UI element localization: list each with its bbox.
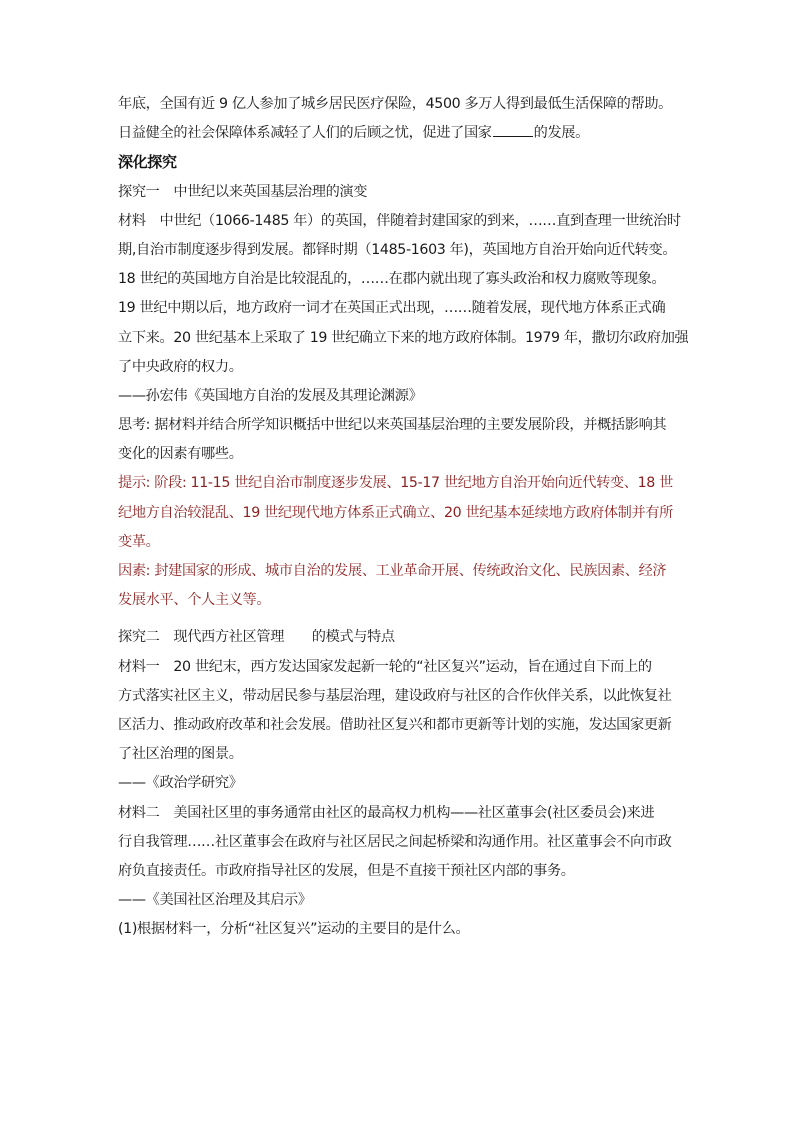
inquiry2-material2-line: 行自我管理……社区董事会在政府与社区居民之间起桥梁和沟通作用。社区董事会不向市政	[118, 833, 672, 850]
hint-factor-line: 发展水平、个人主义等。	[118, 592, 271, 609]
inquiry1-question-line: 变化的因素有哪些。	[118, 446, 243, 463]
inquiry1-title: 探究一 中世纪以来英国基层治理的演变	[118, 183, 368, 200]
intro-line-1: 年底，全国有近 9 亿人参加了城乡居民医疗保险，4500 多万人得到最低生活保障的帮助。	[118, 96, 673, 112]
paragraph-gap	[118, 615, 680, 623]
inquiry1-material-line: 立下来。20 世纪基本上采取了 19 世纪确立下来的地方政府体制。1979 年，撒切尔政府加强	[118, 329, 689, 346]
inquiry2-material2-line: 材料二 美国社区里的事务通常由社区的最高权力机构——社区董事会(社区委员会)来进	[118, 804, 655, 821]
inquiry2-material1-line: 区活力、推动政府改革和社会发展。借助社区复兴和都市更新等计划的实施，发达国家更新	[118, 716, 672, 733]
hint-stage-line: 变革。	[118, 533, 160, 550]
inquiry2-title: 探究二 现代西方社区管理 的模式与特点	[118, 629, 395, 646]
inquiry2-material1-line: 方式落实社区主义，带动居民参与基层治理，建设政府与社区的合作伙伴关系，以此恢复社	[118, 687, 672, 704]
inquiry2-source2: ——《美国社区治理及其启示》	[118, 892, 312, 909]
inquiry1-source: ——孙宏伟《英国地方自治的发展及其理论渊源》	[118, 387, 423, 404]
inquiry1-material-line: 材料 中世纪（1066-1485 年）的英国，伴随着封建国家的到来，……直到查理一世统治时	[118, 212, 681, 229]
hint-factor-line: 因素: 封建国家的形成、城市自治的发展、工业革命开展、传统政治文化、民族因素、经济	[118, 563, 667, 579]
inquiry2-material1-line: 了社区治理的图景。	[118, 746, 243, 763]
document-page	[118, 90, 689, 944]
intro-line-2-text: 日益健全的社会保障体系减轻了人们的后顾之忧，促进了国家	[118, 125, 492, 142]
inquiry1-material-line: 18 世纪的英国地方自治是比较混乱的，……在郡内就出现了寡头政治和权力腐败等现象。	[118, 271, 666, 288]
hint-stage-line: 提示: 阶段: 11-15 世纪自治市制度逐步发展、15-17 世纪地方自治开始向近代转变、18 世	[118, 475, 673, 492]
inquiry1-question-line: 思考: 据材料并结合所学知识概括中世纪以来英国基层治理的主要发展阶段，并概括影响其	[118, 417, 667, 434]
inquiry2-question-1: (1)根据材料一，分析“社区复兴”运动的主要目的是什么。	[118, 921, 470, 938]
intro-line-2-end: 的发展。	[533, 125, 589, 142]
inquiry2-source1: ——《政治学研究》	[118, 775, 243, 792]
fill-in-blank	[493, 122, 533, 137]
section-title: 深化探究	[118, 153, 177, 172]
intro-line-2	[118, 119, 680, 148]
inquiry2-material1-line: 材料一 20 世纪末，西方发达国家发起新一轮的“社区复兴”运动，旨在通过自下而上的	[118, 658, 652, 675]
hint-stage-line: 纪地方自治较混乱、19 世纪现代地方体系正式确立、20 世纪基本延续地方政府体制并有所	[118, 504, 674, 521]
inquiry1-material-line: 了中央政府的权力。	[118, 358, 243, 375]
inquiry1-material-line: 19 世纪中期以后，地方政府一词才在英国正式出现，……随着发展，现代地方体系正式确	[118, 300, 666, 317]
inquiry2-material2-line: 府负直接责任。市政府指导社区的发展，但是不直接干预社区内部的事务。	[118, 862, 575, 879]
inquiry1-material-line: 期,自治市制度逐步得到发展。都铎时期（1485-1603 年)，英国地方自治开始向近代转变。	[118, 241, 677, 258]
